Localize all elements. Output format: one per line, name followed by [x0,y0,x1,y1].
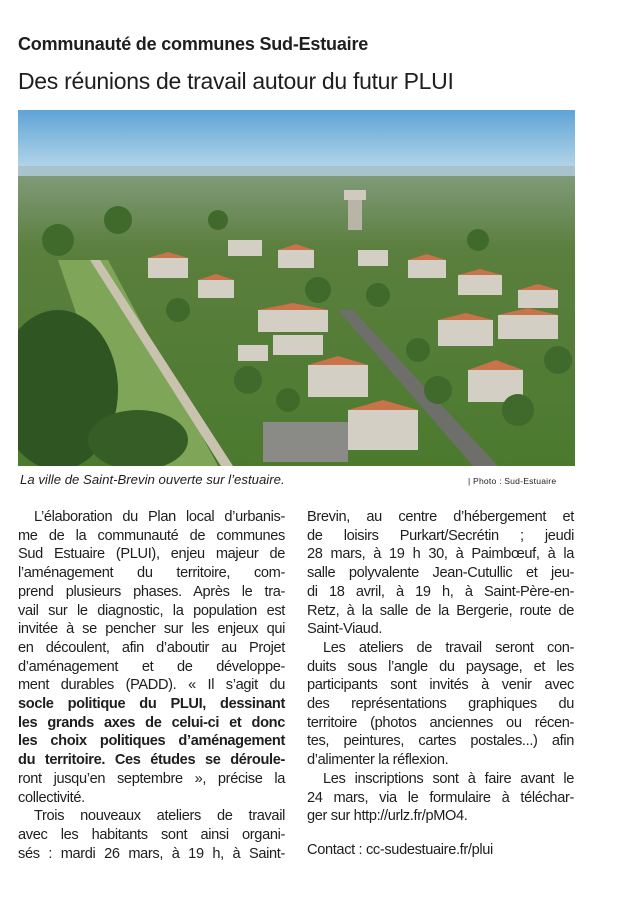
article-headline: Des réunions de travail autour du futur PLUI [18,68,454,94]
body-line: participants sont invités à venir avec [307,677,574,694]
body-line: ment durables (PADD). « Il s’agit du [18,677,285,694]
quote-line: socle politique du PLUI, dessinant [18,696,285,713]
body-line: vail sur le diagnostic, la population est [18,602,285,619]
body-line: me de la communauté de communes [18,527,285,544]
body-line: invitée à se pencher sur les enjeux qui [18,621,285,638]
aerial-photo [18,110,575,466]
body-line: d’aménagement et de développe- [18,658,285,675]
article-column-right [307,508,574,860]
body-line: des représentations graphiques du [307,696,574,713]
quote-line: du territoire. Ces études se déroule- [18,752,285,769]
body-line: collectivité. [18,789,85,806]
section-kicker: Communauté de communes Sud-Estuaire [18,34,369,54]
contact-line: Contact : cc-sudestuaire.fr/plui [307,841,493,858]
body-line: Les inscriptions sont à faire avant le [323,770,574,787]
body-line: ger sur http://urlz.fr/pMO4. [307,808,468,825]
body-line: prend plusieurs phases. Après le tra- [18,583,285,600]
body-line: 24 mars, via le formulaire à téléchar- [307,789,574,806]
body-line: salle polyvalente Jean-Cutullic et jeu- [307,565,574,582]
body-line: di 18 avril, à 19 h, à Saint-Père-en- [307,583,574,600]
body-line: Saint-Viaud. [307,621,383,638]
photo-credit: | Photo : Sud-Estuaire [468,476,557,486]
body-line: Sud Estuaire (PLUI), enjeu majeur de [18,546,285,563]
body-line: Les ateliers de travail seront con- [323,639,574,656]
body-line: L’élaboration du Plan local d’urbanis- [34,509,285,525]
photo-caption: La ville de Saint-Brevin ouverte sur l’estuaire. [20,472,285,487]
body-line: l’aménagement du territoire, com- [18,565,285,582]
body-line: Trois nouveaux ateliers de travail [34,808,285,825]
body-line: de loisirs Purkart/Secrétin ; jeudi [307,527,574,544]
body-line: sés : mardi 26 mars, à 19 h, à Saint- [18,845,285,862]
body-line: territoire (photos anciennes ou récen- [307,714,574,731]
body-line: tes, peintures, cartes postales...) afin [307,733,574,750]
body-line: d’alimenter la réflexion. [307,752,449,769]
body-line: Brevin, au centre d’hébergement et [307,509,574,525]
body-line: Retz, à la salle de la Bergerie, route de [307,602,574,619]
body-line: duits sous l’angle du paysage, et les [307,658,574,675]
quote-line: les grands axes de celui-ci et donc [18,714,285,731]
quote-line: les choix politiques d’aménagement [18,733,285,750]
body-line: 28 mars, à 19 h 30, à Paimbœuf, à la [307,546,574,563]
body-line: en découlent, afin d’aboutir au Projet [18,639,285,656]
quote-line: ront jusqu’en septembre », précise la [18,770,285,787]
article-column-left [18,508,285,863]
body-line: avec les habitants sont ainsi organi- [18,826,285,843]
